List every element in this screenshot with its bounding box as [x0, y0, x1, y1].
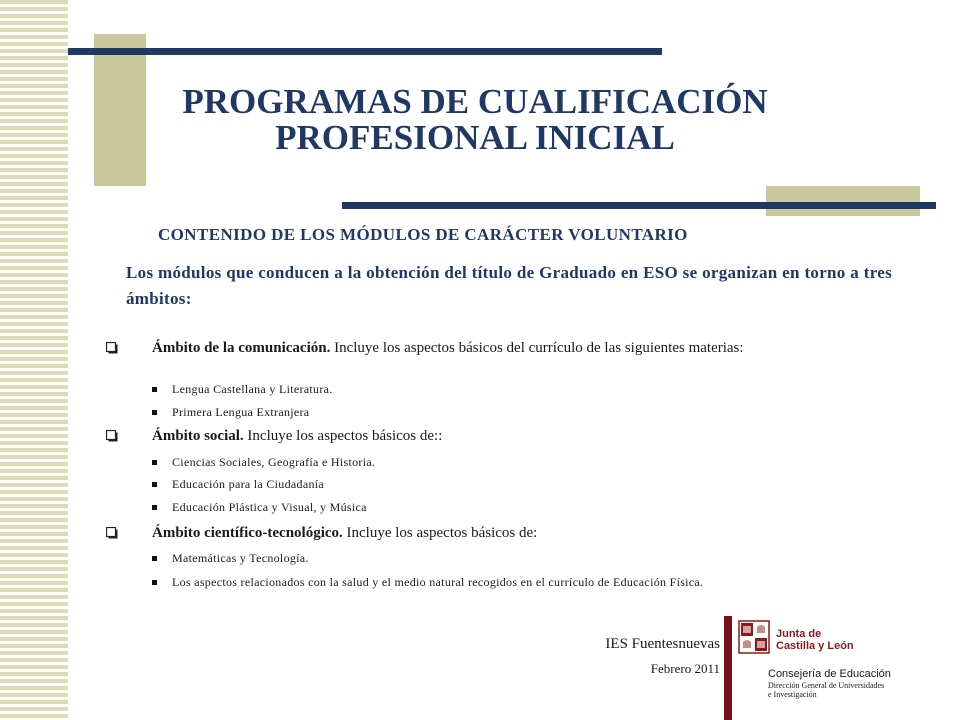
school-name: IES Fuentesnuevas	[605, 636, 720, 652]
ambit-cientifico-tecnologico	[106, 526, 886, 540]
list-item-text: Lengua Castellana y Literatura.	[172, 382, 333, 396]
list-item-text: Educación Plástica y Visual, y Música	[172, 500, 367, 514]
navy-bar-middle	[342, 202, 936, 209]
navy-bar-top	[68, 48, 662, 55]
castle-lion-crest-icon	[738, 620, 770, 654]
direccion-line-2: e Investigación	[768, 690, 817, 699]
ambit-social	[106, 429, 886, 443]
filled-square-icon	[152, 482, 157, 487]
list-item	[152, 382, 333, 397]
filled-square-icon	[152, 556, 157, 561]
filled-square-icon	[152, 387, 157, 392]
hollow-square-icon	[106, 430, 118, 442]
list-item-text: Primera Lengua Extranjera	[172, 405, 310, 419]
ambit-text	[152, 526, 886, 540]
list-item	[152, 575, 703, 590]
filled-square-icon	[152, 460, 157, 465]
slide-title	[150, 84, 800, 156]
footer-divider	[724, 616, 732, 720]
filled-square-icon	[152, 580, 157, 585]
list-item-text: Matemáticas y Tecnología.	[172, 551, 309, 565]
list-item	[152, 405, 309, 420]
direccion-line-1: Dirección General de Universidades	[768, 681, 885, 690]
ambit-comunicacion	[106, 341, 886, 355]
ambit-description: Incluye los aspectos básicos de::	[243, 428, 443, 444]
ambit-text	[152, 429, 886, 443]
logo-line-2: Castilla y León	[776, 640, 854, 652]
ambit-description: Incluye los aspectos básicos de:	[342, 525, 538, 541]
ambit-heading: Ámbito científico-tecnológico.	[152, 525, 343, 541]
title-line-1: PROGRAMAS DE CUALIFICACIÓN	[182, 82, 768, 121]
ambit-description: Incluye los aspectos básicos del currículo de las siguientes materias:	[330, 340, 744, 356]
ambit-heading: Ámbito social.	[152, 428, 244, 444]
list-item-text: Educación para la Ciudadanía	[172, 477, 325, 491]
list-item	[152, 500, 367, 515]
olive-block-right	[766, 186, 920, 216]
list-item	[152, 455, 375, 470]
hollow-square-icon	[106, 527, 118, 539]
intro-paragraph: Los módulos que conducen a la obtención del título de Graduado en ESO se organizan en torno a tres ámbitos:	[126, 263, 892, 308]
filled-square-icon	[152, 410, 157, 415]
logo-line-1: Junta de	[776, 628, 822, 640]
ambit-heading: Ámbito de la comunicación.	[152, 340, 331, 356]
slide-subtitle: CONTENIDO DE LOS MÓDULOS DE CARÁCTER VOLUNTARIO	[158, 225, 688, 244]
title-line-2: PROFESIONAL INICIAL	[275, 118, 675, 157]
olive-block-top-left	[94, 34, 146, 186]
hollow-square-icon	[106, 342, 118, 354]
list-item	[152, 477, 324, 492]
direccion-label	[768, 681, 918, 699]
left-stripe-decoration	[0, 0, 68, 720]
filled-square-icon	[152, 505, 157, 510]
junta-logo-text	[776, 628, 854, 652]
consejeria-label: Consejería de Educación	[768, 668, 891, 680]
ambit-text	[152, 341, 886, 355]
list-item-text: Ciencias Sociales, Geografía e Historia.	[172, 455, 376, 469]
list-item-text: Los aspectos relacionados con la salud y el medio natural recogidos en el currículo de Educación Física.	[172, 575, 704, 589]
list-item	[152, 551, 309, 566]
footer-date: Febrero 2011	[650, 661, 720, 676]
